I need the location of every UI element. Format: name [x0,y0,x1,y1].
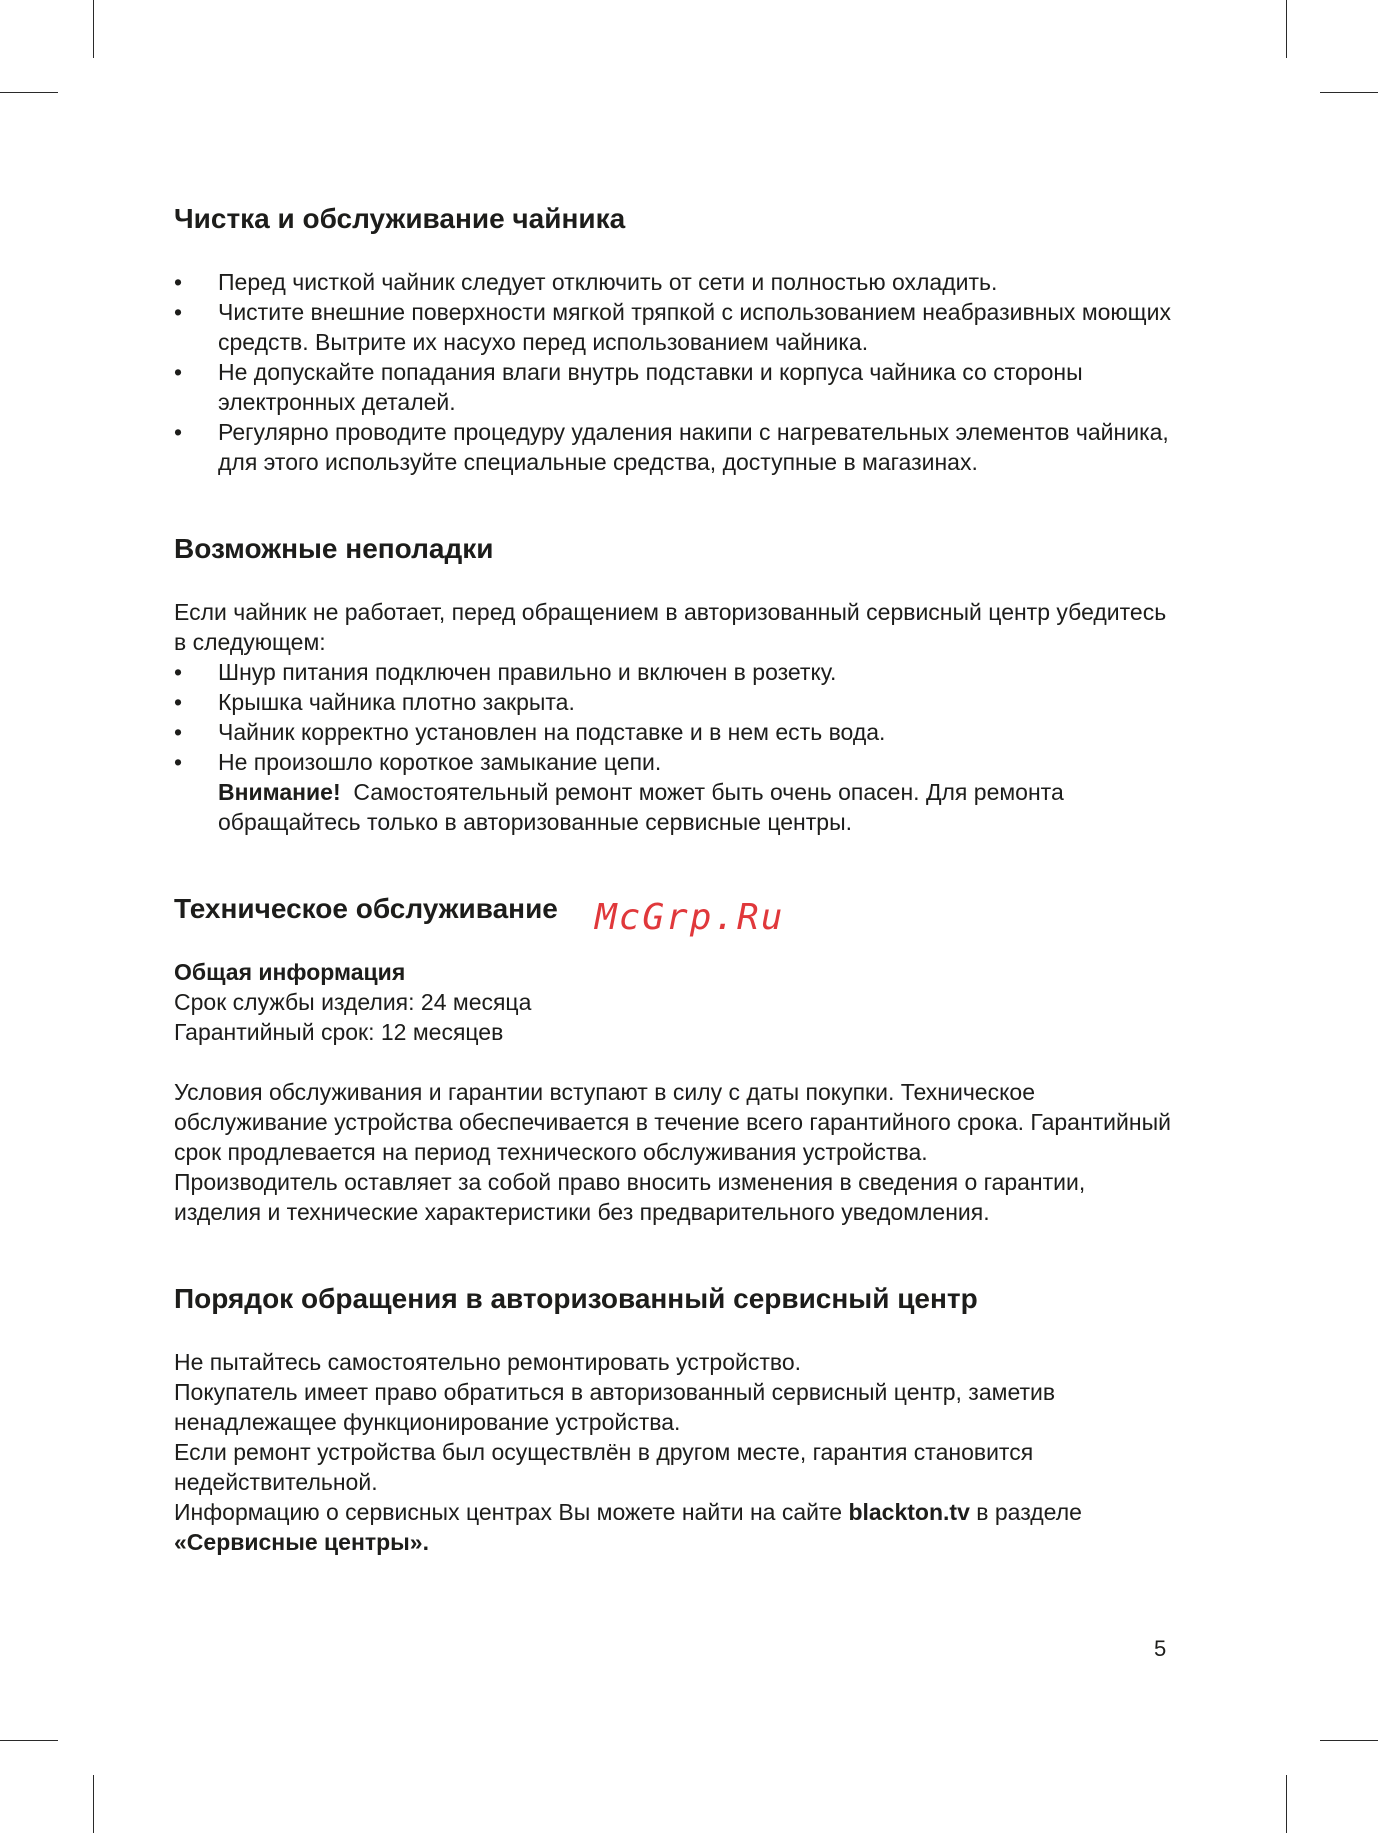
crop-mark [1286,1775,1287,1833]
bullet: • [174,299,183,325]
maintenance-paragraph-2: Производитель оставляет за собой право вносить изменения в сведения о гарантии, изделия и технические характеристики без предварительного уведомления. [174,1169,1086,1225]
watermark: McGrp.Ru [595,897,785,938]
list-item: • Чистите внешние поверхности мягкой тряпкой с использованием неабразивных моющих средств. Вытрите их насухо перед использованием чайника. [174,299,1171,355]
cleaning-list [174,267,1174,477]
service-centers-section: «Сервисные центры» [174,1529,423,1555]
warranty-period: Гарантийный срок: 12 месяцев [174,1019,504,1045]
bullet: • [174,689,183,715]
bullet: • [174,419,183,445]
list-item: • Перед чисткой чайник следует отключить от сети и полностью охладить. [174,269,998,295]
service-text [174,1347,1174,1557]
section-title-service: Порядок обращения в авторизованный сервисный центр [174,1283,978,1314]
list-item: • Шнур питания подключен правильно и включен в розетку. [174,659,837,685]
service-life: Срок службы изделия: 24 месяца [174,989,532,1015]
bullet: • [174,359,183,385]
troubleshooting-intro: Если чайник не работает, перед обращением в авторизованный сервисный центр убедитесь в следующем: [174,599,1167,655]
crop-mark [0,1740,58,1741]
list-item: • Чайник корректно установлен на подставке и в нем есть вода. [174,719,886,745]
service-line-1: Не пытайтесь самостоятельно ремонтировать устройство. [174,1349,802,1375]
service-line-3: Если ремонт устройства был осуществлён в другом месте, гарантия становится недействительной. [174,1439,1034,1495]
crop-mark [93,0,94,58]
warning-text: Самостоятельный ремонт может быть очень опасен. Для ремонта обращайтесь только в авторизованные сервисные центры. [218,779,1064,835]
crop-mark [93,1775,94,1833]
service-line-2: Покупатель имеет право обратиться в авторизованный сервисный центр, заметив ненадлежащее функционирование устройства. [174,1379,1056,1435]
list-item: • Не произошло короткое замыкание цепи. Внимание! Самостоятельный ремонт может быть очень опасен. Для ремонта обращайтесь только в авторизованные сервисные центры. [174,747,1174,837]
crop-mark [1286,0,1287,58]
section-title-cleaning: Чистка и обслуживание чайника [174,203,626,234]
crop-mark [1320,92,1378,93]
list-item: • Не допускайте попадания влаги внутрь подставки и корпуса чайника со стороны электронных деталей. [174,359,1083,415]
section-title-maintenance: Техническое обслуживание [174,893,558,924]
maintenance-paragraph [174,1077,1174,1227]
crop-mark [1320,1740,1378,1741]
maintenance-subtitle: Общая информация [174,959,406,985]
warning-note [218,777,1174,837]
bullet: • [174,659,183,685]
list-item: • Регулярно проводите процедуру удаления накипи с нагревательных элементов чайника, для этого используйте специальные средства, доступные в магазинах. [174,419,1169,475]
maintenance-info [174,957,1174,1047]
maintenance-paragraph-1: Условия обслуживания и гарантии вступают в силу с даты покупки. Техническое обслуживание устройства обеспечивается в течение всего гарантийного срока. Гарантийный срок продлевается на период технического обслуживания устройства. [174,1079,1171,1165]
website-link[interactable]: blackton.tv [848,1499,970,1525]
bullet: • [174,269,183,295]
service-line-4: Информацию о сервисных центрах Вы можете найти на сайте blackton.tv в разделе «Сервисные центры». [174,1499,1082,1555]
warning-label: Внимание! [218,779,341,805]
crop-mark [0,92,58,93]
bullet: • [174,749,183,775]
section-title-troubleshooting: Возможные неполадки [174,533,494,564]
bullet: • [174,719,183,745]
troubleshooting-list [174,657,1174,837]
page-number: 5 [1154,1636,1167,1661]
list-item: • Крышка чайника плотно закрыта. [174,689,575,715]
